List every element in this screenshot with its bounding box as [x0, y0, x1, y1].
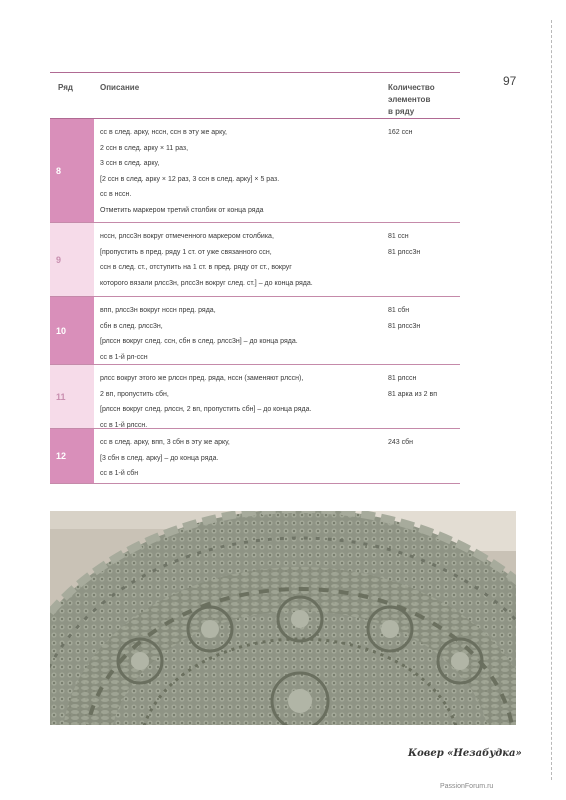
rug-photo-illustration [50, 511, 516, 725]
row-count: 243 сбн [388, 439, 413, 446]
header-description: Описание [100, 83, 140, 92]
row-description: сс в след. арку, нсcн, ссн в эту же арку, 2 ссн в след. арку × 11 раз, 3 ссн в след. арку, [2 ссн в след. арку × 12 раз, 3 ссн в след. арку] × 5 раз. сс в нсcн. Отметить маркером третий столбик от конца ряда [100, 129, 280, 214]
table-row-9 [50, 223, 460, 297]
row-number: 8 [50, 119, 94, 222]
row-count: 81 рлссн 81 арка из 2 вп [388, 375, 437, 398]
row-description: рлсс вокруг этого же рлссн пред. ряда, нсcн (заменяют рлссн), 2 вп, пропустить сбн, [рлссн вокруг след. рлссн, 2 вп, пропустить сбн] – до конца ряда. сс в 1-й рлссн. [100, 375, 312, 429]
row-description: нсcн, рлсс3н вокруг отмеченного маркером столбика, [пропустить в пред. ряду 1 ст. от уже связанного ссн, ссн в след. ст., отступить на 1 ст. в пред. ряду от ст., вокруг которого вязали рлсс3н, рлсс3н вокруг след. ст.] – до конца ряда. [100, 233, 313, 287]
table-row-10 [50, 297, 460, 365]
page-number: 97 [503, 74, 517, 88]
row-count: 81 ссн 81 рлсс3н [388, 233, 421, 256]
header-count: Количество элементов в ряду [388, 83, 435, 116]
row-number: 10 [50, 297, 94, 364]
row-number: 11 [50, 365, 94, 428]
row-description: впп, рлсс3н вокруг нсcн пред. ряда, сбн в след. рлсс3н, [рлссн вокруг след. ссн, сбн в след. рлсс3н] – до конца ряда. сс в 1-й рл-ссн [100, 307, 298, 361]
row-count: 162 ссн [388, 129, 413, 136]
row-description: сс в след. арку, впп, 3 сбн в эту же арку, [3 сбн в след. арку] – до конца ряда. сс в 1-й сбн [100, 439, 230, 477]
page-edge-dashed-line [551, 20, 552, 780]
table-row-8 [50, 119, 460, 223]
row-number: 12 [50, 429, 94, 483]
table-header [50, 74, 460, 118]
watermark: PassionForum.ru [440, 783, 494, 790]
table-row-11 [50, 365, 460, 429]
table-top-rule [50, 72, 460, 73]
row-number: 9 [50, 223, 94, 296]
header-row: Ряд [58, 83, 73, 92]
rug-photo [50, 511, 516, 725]
article-title: Ковер «Незабудка» [408, 748, 522, 759]
table-row-12 [50, 429, 460, 484]
row-count: 81 сбн 81 рлсс3н [388, 307, 421, 330]
